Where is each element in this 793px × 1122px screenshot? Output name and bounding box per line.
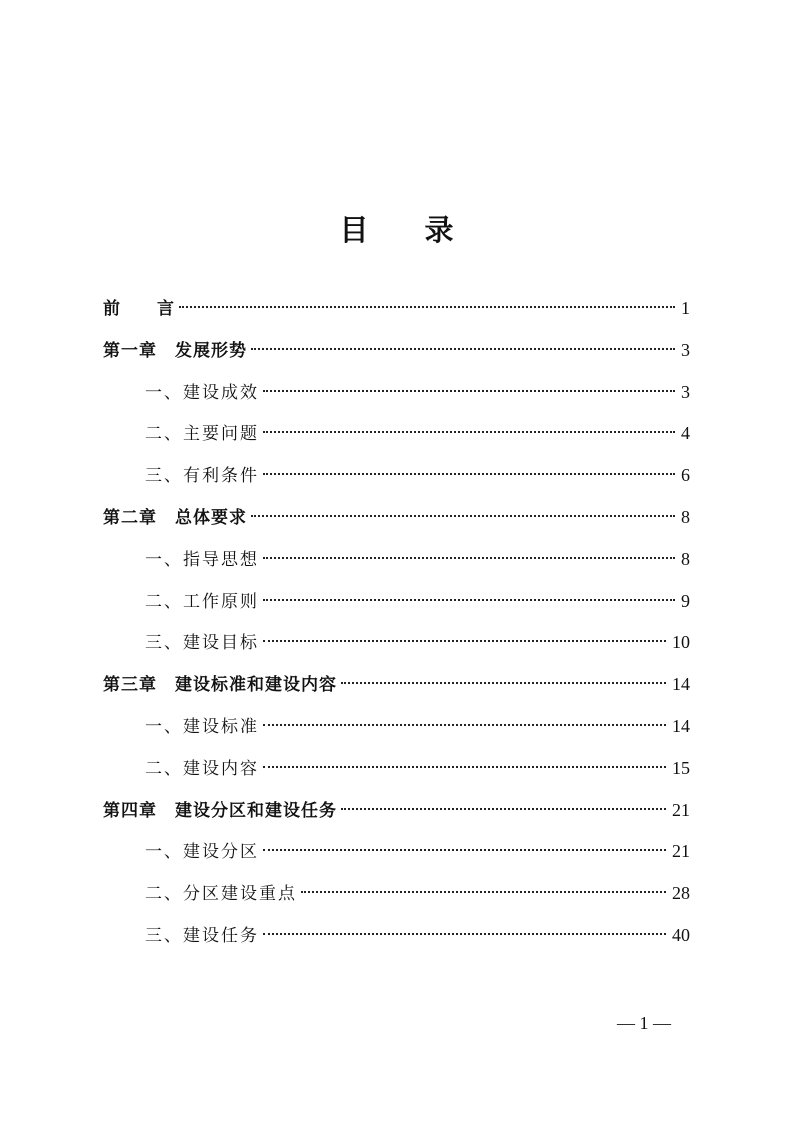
toc-entry-page-number: 40 [672, 925, 690, 945]
toc-entry-page-number: 3 [681, 339, 690, 360]
toc-dot-leader [263, 557, 675, 559]
toc-entry-label: 三、有利条件 [145, 466, 259, 487]
toc-entry-label: 一、指导思想 [145, 549, 259, 570]
toc-chapter-entry[interactable] [103, 502, 690, 532]
toc-entry-label: 前 言 [103, 299, 175, 319]
toc-dot-leader [341, 682, 666, 684]
toc-entry-page-number: 6 [681, 465, 690, 486]
toc-dot-leader [251, 515, 675, 517]
toc-entry-label: 二、主要问题 [145, 424, 259, 445]
toc-dot-leader [263, 933, 666, 935]
page-title-part-1: 目 [339, 213, 369, 247]
toc-dot-leader [179, 306, 675, 308]
toc-section-entry[interactable] [145, 460, 690, 490]
toc-section-entry[interactable] [145, 753, 690, 783]
toc-dot-leader [263, 724, 666, 726]
toc-entry-page-number: 1 [681, 298, 690, 318]
toc-section-entry[interactable] [145, 920, 690, 950]
toc-entry-page-number: 3 [681, 381, 690, 402]
toc-section-entry[interactable] [145, 878, 690, 908]
toc-dot-leader [263, 473, 675, 475]
toc-dot-leader [263, 599, 675, 601]
page-number-footer: — 1 — [617, 1013, 671, 1033]
toc-entry-page-number: 9 [681, 590, 690, 611]
toc-entry-label: 二、建设内容 [145, 758, 259, 779]
toc-entry-label: 一、建设分区 [145, 842, 259, 863]
toc-dot-leader [301, 891, 666, 893]
toc-entry-page-number: 14 [672, 674, 690, 695]
toc-entry-page-number: 4 [681, 423, 690, 444]
toc-entry-page-number: 21 [672, 841, 690, 862]
toc-chapter-entry[interactable] [103, 669, 690, 699]
toc-chapter-entry[interactable] [103, 335, 690, 365]
toc-section-entry[interactable] [145, 418, 690, 448]
toc-entry-page-number: 8 [681, 548, 690, 569]
toc-entry-page-number: 10 [672, 632, 690, 653]
toc-entry-page-number: 15 [672, 757, 690, 778]
toc-section-entry[interactable] [145, 377, 690, 407]
page-title [0, 208, 793, 252]
toc-entry-label: 第三章 建设标准和建设内容 [103, 675, 337, 696]
toc-dot-leader [263, 766, 666, 768]
toc-entry-page-number: 21 [672, 799, 690, 820]
toc-entry-label: 三、建设任务 [145, 926, 259, 946]
toc-entry-label: 二、分区建设重点 [145, 884, 297, 905]
toc-section-entry[interactable] [145, 627, 690, 657]
toc-chapter-entry[interactable] [103, 293, 690, 323]
toc-dot-leader [263, 640, 666, 642]
toc-dot-leader [251, 348, 675, 350]
toc-entry-label: 一、建设成效 [145, 382, 259, 403]
toc-entry-label: 一、建设标准 [145, 717, 259, 737]
toc-section-entry[interactable] [145, 544, 690, 574]
toc-entry-page-number: 8 [681, 507, 690, 527]
toc-entry-label: 第一章 发展形势 [103, 340, 247, 361]
toc-section-entry[interactable] [145, 586, 690, 616]
toc-chapter-entry[interactable] [103, 795, 690, 825]
toc-dot-leader [263, 390, 675, 392]
toc-entry-page-number: 28 [672, 883, 690, 904]
toc-entry-label: 二、工作原则 [145, 591, 259, 612]
toc-dot-leader [263, 431, 675, 433]
toc-dot-leader [341, 808, 666, 810]
toc-section-entry[interactable] [145, 836, 690, 866]
toc-entry-page-number: 14 [672, 716, 690, 736]
toc-entry-label: 第四章 建设分区和建设任务 [103, 800, 337, 821]
toc-entry-label: 第二章 总体要求 [103, 508, 247, 528]
page-title-part-2: 录 [424, 213, 454, 247]
toc-section-entry[interactable] [145, 711, 690, 741]
toc-entry-label: 三、建设目标 [145, 633, 259, 654]
toc-dot-leader [263, 849, 666, 851]
